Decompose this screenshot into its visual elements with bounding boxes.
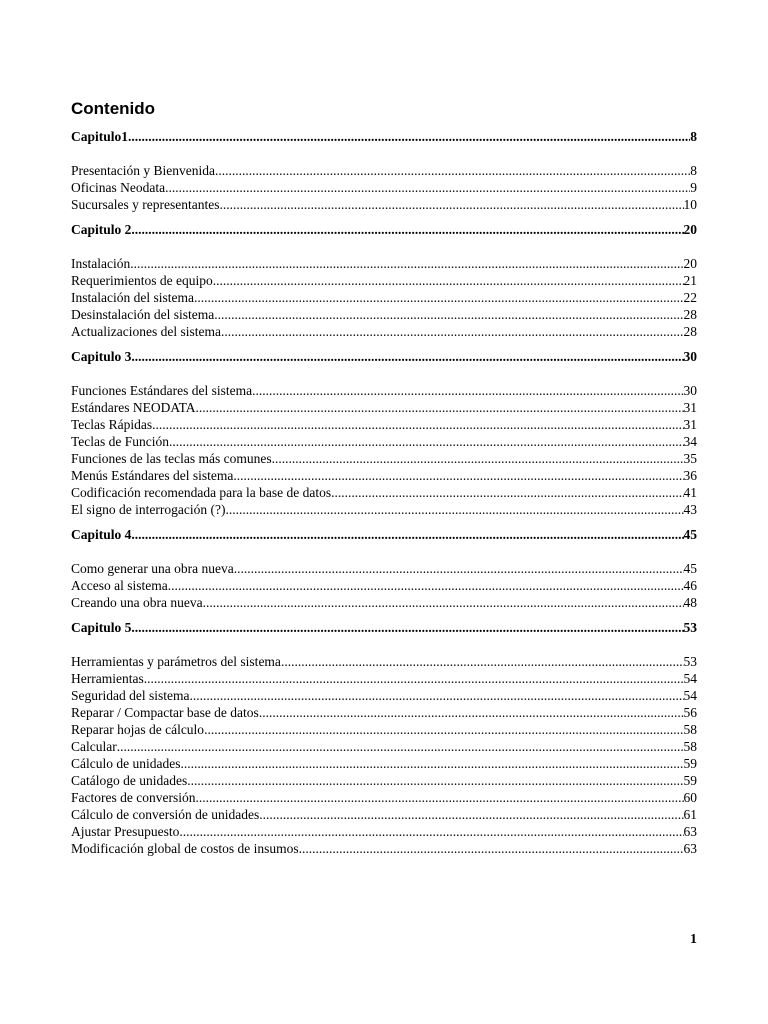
toc-entry-page-number: 41 [683, 485, 697, 500]
toc-entry-label: Actualizaciones del sistema [71, 324, 221, 339]
toc-entry-page-number: 20 [683, 256, 697, 271]
toc-entry[interactable] [71, 789, 697, 806]
toc-entry[interactable] [71, 670, 697, 687]
dot-leader [168, 577, 684, 594]
toc-entry-page-number: 22 [683, 290, 697, 305]
toc-entry-label: Creando una obra nueva [71, 595, 203, 610]
toc-entry-page-number: 10 [683, 197, 697, 212]
chapter-page-number: 20 [683, 222, 697, 237]
chapter-block [71, 128, 697, 213]
dot-leader [196, 399, 684, 416]
toc-entry-label: Teclas de Función [71, 434, 170, 449]
toc-entry[interactable] [71, 196, 697, 213]
dot-leader [187, 772, 683, 789]
chapter-label: Capitulo 4 [71, 527, 132, 542]
chapter-block [71, 619, 697, 857]
toc-entry-page-number: 21 [683, 273, 697, 288]
toc-entry[interactable] [71, 323, 697, 340]
toc-entry-page-number: 58 [683, 739, 697, 754]
toc-entry-label: Desinstalación del sistema [71, 307, 215, 322]
toc-entry[interactable] [71, 179, 697, 196]
toc-entry[interactable] [71, 272, 697, 289]
toc-entry-page-number: 61 [683, 807, 697, 822]
toc-entry-label: Reparar / Compactar base de datos [71, 705, 259, 720]
toc-entry[interactable] [71, 162, 697, 179]
toc-entry-label: Funciones de las teclas más comunes [71, 451, 272, 466]
chapter-page-number: 53 [683, 620, 697, 635]
toc-entry-page-number: 45 [683, 561, 697, 576]
chapter-heading[interactable] [71, 619, 697, 636]
dot-leader [281, 653, 684, 670]
dot-leader [131, 526, 683, 543]
toc-entry[interactable] [71, 467, 697, 484]
toc-entry-page-number: 59 [683, 773, 697, 788]
toc-entry-page-number: 30 [683, 383, 697, 398]
toc-entry-label: Catálogo de unidades [71, 773, 188, 788]
dot-leader [179, 823, 683, 840]
chapter-label: Capitulo 5 [71, 620, 132, 635]
toc-entry-label: Requerimientos de equipo [71, 273, 213, 288]
dot-leader [203, 594, 684, 611]
dot-leader [117, 738, 684, 755]
toc-entry[interactable] [71, 450, 697, 467]
toc-entry-label: Teclas Rápidas [71, 417, 153, 432]
toc-entry-page-number: 8 [690, 163, 697, 178]
dot-leader [259, 806, 683, 823]
toc-entry-label: Herramientas y parámetros del sistema [71, 654, 281, 669]
toc-entry[interactable] [71, 806, 697, 823]
toc-entry-page-number: 63 [683, 824, 697, 839]
toc-entry-label: Como generar una obra nueva [71, 561, 234, 576]
dot-leader [272, 450, 684, 467]
toc-entry[interactable] [71, 704, 697, 721]
toc-entry-page-number: 28 [683, 324, 697, 339]
toc-entry[interactable] [71, 433, 697, 450]
toc-entry-page-number: 59 [683, 756, 697, 771]
toc-entry-page-number: 35 [683, 451, 697, 466]
toc-entry-label: Estándares NEODATA [71, 400, 196, 415]
toc-entry-label: Instalación del sistema [71, 290, 194, 305]
toc-entry[interactable] [71, 577, 697, 594]
toc-entry[interactable] [71, 484, 697, 501]
toc-entry-page-number: 34 [683, 434, 697, 449]
table-of-contents [71, 128, 697, 857]
toc-entry[interactable] [71, 755, 697, 772]
dot-leader [221, 323, 684, 340]
dot-leader [234, 560, 684, 577]
dot-leader [213, 272, 684, 289]
toc-entry-label: Ajustar Presupuesto [71, 824, 180, 839]
toc-entry[interactable] [71, 738, 697, 755]
dot-leader [194, 289, 684, 306]
toc-entry-label: Menús Estándares del sistema [71, 468, 234, 483]
dot-leader [189, 687, 683, 704]
toc-entry-page-number: 36 [683, 468, 697, 483]
dot-leader [169, 433, 683, 450]
page-title: Contenido [71, 99, 156, 118]
toc-entry-label: El signo de interrogación (?) [71, 502, 226, 517]
dot-leader [259, 704, 684, 721]
dot-leader [219, 196, 683, 213]
dot-leader [131, 619, 683, 636]
toc-entry-label: Factores de conversión [71, 790, 196, 805]
toc-entry[interactable] [71, 382, 697, 399]
chapter-label: Capitulo 3 [71, 349, 132, 364]
toc-entry-page-number: 31 [683, 417, 697, 432]
toc-entry-page-number: 54 [683, 688, 697, 703]
dot-leader [144, 670, 684, 687]
dot-leader [299, 840, 684, 857]
toc-entry-page-number: 28 [683, 307, 697, 322]
toc-entry-page-number: 46 [683, 578, 697, 593]
toc-entry-label: Reparar hojas de cálculo [71, 722, 205, 737]
toc-entry[interactable] [71, 721, 697, 738]
toc-entry-label: Sucursales y representantes [71, 197, 220, 212]
toc-entry-page-number: 9 [690, 180, 697, 195]
toc-entry[interactable] [71, 772, 697, 789]
toc-entry-page-number: 43 [683, 502, 697, 517]
toc-entry[interactable] [71, 823, 697, 840]
toc-entry-page-number: 56 [683, 705, 697, 720]
toc-entry-label: Presentación y Bienvenida [71, 163, 215, 178]
toc-entry-page-number: 60 [683, 790, 697, 805]
chapter-heading[interactable] [71, 348, 697, 365]
toc-entry[interactable] [71, 840, 697, 857]
dot-leader [165, 179, 690, 196]
dot-leader [204, 721, 683, 738]
dot-leader [331, 484, 683, 501]
chapter-block [71, 221, 697, 340]
toc-entry[interactable] [71, 560, 697, 577]
toc-entry-label: Acceso al sistema [71, 578, 168, 593]
chapter-label: Capitulo1 [71, 129, 129, 144]
chapter-heading[interactable] [71, 221, 697, 238]
toc-entry[interactable] [71, 501, 697, 518]
dot-leader [128, 128, 690, 145]
dot-leader [130, 255, 683, 272]
toc-entry-label: Cálculo de conversión de unidades [71, 807, 260, 822]
toc-entry[interactable] [71, 594, 697, 611]
toc-entry-label: Funciones Estándares del sistema [71, 383, 253, 398]
toc-entry-page-number: 54 [683, 671, 697, 686]
chapter-label: Capitulo 2 [71, 222, 132, 237]
toc-entry-page-number: 31 [683, 400, 697, 415]
dot-leader [214, 306, 683, 323]
chapter-page-number: 8 [690, 129, 697, 144]
toc-entry[interactable] [71, 306, 697, 323]
chapter-page-number: 30 [683, 349, 697, 364]
toc-entry[interactable] [71, 255, 697, 272]
toc-entry-label: Calcular [71, 739, 117, 754]
chapter-block [71, 526, 697, 611]
toc-entry[interactable] [71, 416, 697, 433]
chapter-heading[interactable] [71, 128, 697, 145]
dot-leader [215, 162, 690, 179]
toc-entry[interactable] [71, 687, 697, 704]
chapter-block [71, 348, 697, 518]
dot-leader [180, 755, 683, 772]
dot-leader [131, 221, 683, 238]
chapter-heading[interactable] [71, 526, 697, 543]
dot-leader [152, 416, 683, 433]
dot-leader [195, 789, 683, 806]
toc-entry-page-number: 48 [683, 595, 697, 610]
toc-entry-label: Instalación [71, 256, 131, 271]
toc-entry[interactable] [71, 289, 697, 306]
dot-leader [252, 382, 683, 399]
toc-entry-label: Oficinas Neodata [71, 180, 166, 195]
chapter-page-number: 45 [683, 527, 697, 542]
toc-entry-page-number: 58 [683, 722, 697, 737]
toc-entry-page-number: 63 [683, 841, 697, 856]
toc-entry-label: Codificación recomendada para la base de datos [71, 485, 332, 500]
toc-entry-label: Cálculo de unidades [71, 756, 181, 771]
toc-entry-label: Herramientas [71, 671, 144, 686]
toc-entry[interactable] [71, 653, 697, 670]
toc-entry[interactable] [71, 399, 697, 416]
toc-entry-label: Modificación global de costos de insumos [71, 841, 299, 856]
toc-entry-page-number: 53 [683, 654, 697, 669]
dot-leader [131, 348, 683, 365]
toc-entry-label: Seguridad del sistema [71, 688, 190, 703]
page-number: 1 [690, 932, 697, 947]
dot-leader [233, 467, 683, 484]
dot-leader [225, 501, 683, 518]
